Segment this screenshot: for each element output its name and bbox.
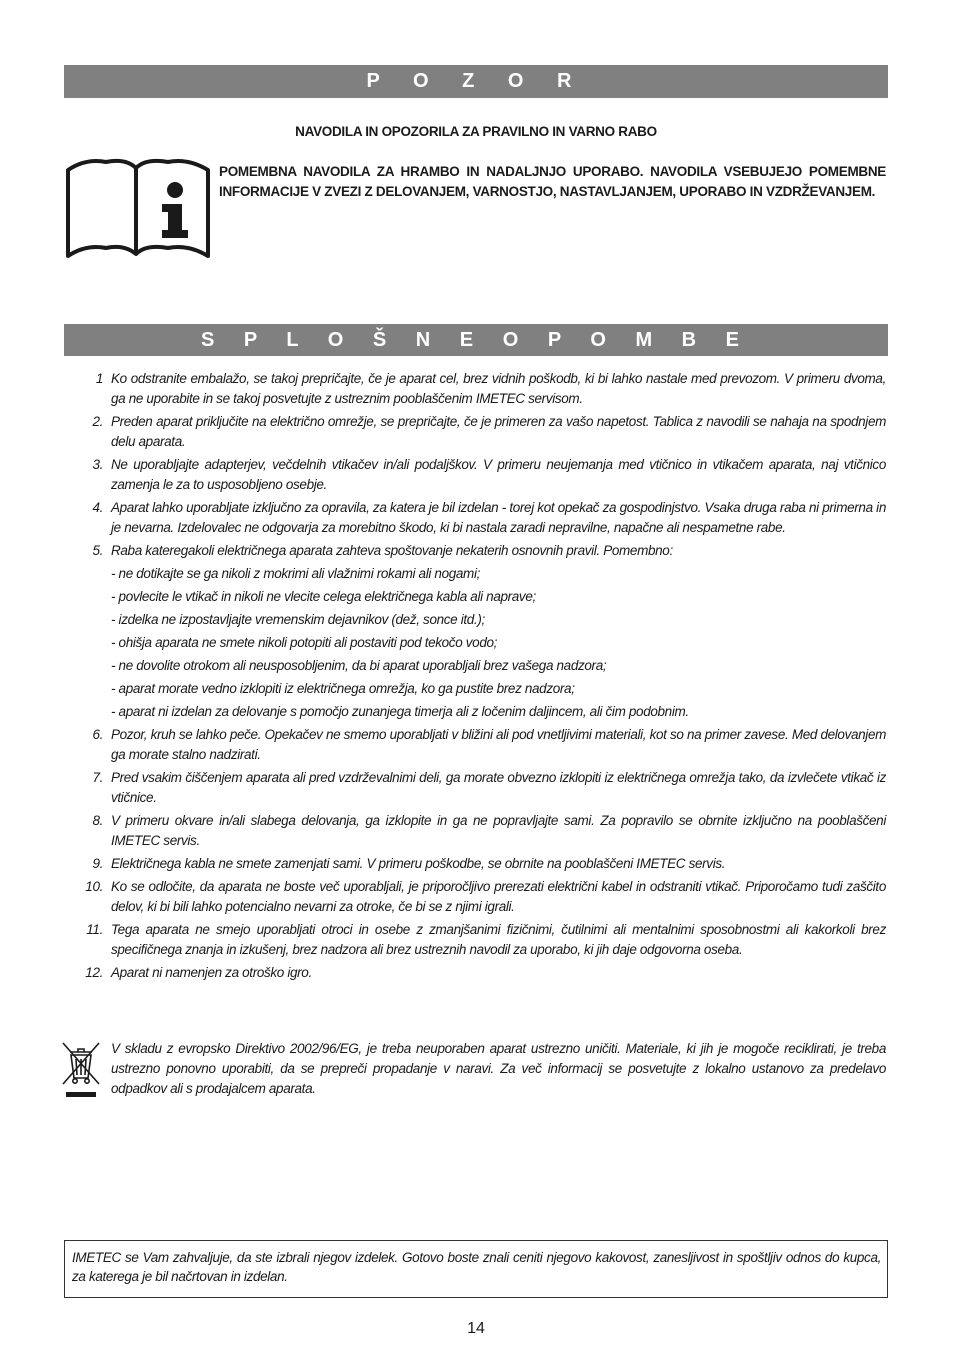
item-text: Ne uporabljajte adapterjev, večdelnih vtikačev in/ali podaljškov. V primeru neujemanja med vtičnico in vtikačem aparata, naj vtičnico zamenja le za to usposobljeno osebje. <box>111 457 886 492</box>
list-item <box>80 725 886 765</box>
page-number: 14 <box>467 1320 485 1337</box>
list-item <box>80 854 886 874</box>
item-number: 9. <box>92 856 103 871</box>
important-notice: POMEMBNA NAVODILA ZA HRAMBO IN NADALJNJO UPORABO. NAVODILA VSEBUJEJO POMEMBNE INFORMACIJE V ZVEZI Z DELOVANJEM, VARNOSTJO, NASTAVLJANJEM, UPORABO IN VZDRŽEVANJEM. <box>219 164 886 199</box>
list-item <box>80 455 886 495</box>
crossed-bin-icon <box>60 1040 102 1098</box>
item-text: Tega aparata ne smejo uporabljati otroci in osebe z zmanjšanimi fizičnimi, čutilnimi ali mentalnimi sposobnostmi ali kakorkoli brez specifičnega znanja in izkušenj, brez nadzora ali brez ustreznih navodil za uporabo, ki jih daje odgovorna oseba. <box>111 922 886 957</box>
list-item <box>80 498 886 538</box>
item-text: Električnega kabla ne smete zamenjati sami. V primeru poškodbe, se obrnite na pooblaščeni IMETEC servis. <box>111 856 726 871</box>
sub-item: - povlecite le vtikač in nikoli ne vlecite celega električnega kabla ali naprave; <box>111 589 536 604</box>
item-text: V primeru okvare in/ali slabega delovanja, ga izklopite in ga ne popravljajte sami. Za popravilo se obrnite izključno na pooblaščeni IMETEC servis. <box>111 813 886 848</box>
instructions-subtitle: NAVODILA IN OPOZORILA ZA PRAVILNO IN VARNO RABO <box>295 124 657 139</box>
item-number: 6. <box>92 727 103 742</box>
item-text: Aparat lahko uporabljate izključno za opravila, za katera je bil izdelan - torej kot opekač za gospodinjstvo. Vsaka druga raba ni primerna in je nevarna. Izdelovalec ne odgovarja za morebitno škodo, ki bi nastala zaradi nepravilne, napačne ali nespametne rabe. <box>111 500 886 535</box>
list-item <box>80 877 886 917</box>
list-item <box>80 920 886 960</box>
list-item <box>80 369 886 409</box>
weee-disposal-notice: V skladu z evropsko Direktivo 2002/96/EG, je treba neuporaben aparat ustrezno uničiti. Materiale, ki jih je mogoče reciklirati, je treba ustrezno ponovno uporabiti, da se prepreči propadanje v naravi. Za več informacij se posvetujte z lokalno ustanovo za predelavo odpadkov ali s prodajalcem aparata. <box>111 1041 886 1096</box>
item-number: 4. <box>92 500 103 515</box>
sub-item: - ne dotikajte se ga nikoli z mokrimi ali vlažnimi rokami ali nogami; <box>111 566 480 581</box>
item-number: 8. <box>92 813 103 828</box>
info-book-icon <box>64 154 212 262</box>
thank-you-box <box>64 1240 888 1298</box>
item-number: 10. <box>85 879 103 894</box>
list-item <box>80 768 886 808</box>
sub-item: - izdelka ne izpostavljajte vremenskim dejavnikov (dež, sonce itd.); <box>111 612 485 627</box>
general-notes-list <box>80 369 886 986</box>
list-item <box>80 541 886 561</box>
sub-item: - aparat ni izdelan za delovanje s pomočjo zunanjega timerja ali z ločenim daljincem, ali čim podobnim. <box>111 704 689 719</box>
item-number: 1 <box>95 371 103 386</box>
sub-item: - ohišja aparata ne smete nikoli potopiti ali postaviti pod tekočo vodo; <box>111 635 498 650</box>
list-item <box>80 412 886 452</box>
list-item <box>80 963 886 983</box>
item-number: 12. <box>85 965 103 980</box>
sub-item: - aparat morate vedno izklopiti iz električnega omrežja, ko ga pustite brez nadzora; <box>111 681 575 696</box>
item-text: Preden aparat priključite na električno omrežje, se prepričajte, če je primeren za vašo napetost. Tablica z navodili se nahaja na spodnjem delu aparata. <box>111 414 886 449</box>
item-number: 7. <box>92 770 103 785</box>
item-number: 2. <box>92 414 103 429</box>
sub-item: - ne dovolite otrokom ali neusposobljenim, da bi aparat uporabljali brez vašega nadzora; <box>111 658 607 673</box>
general-notes-heading: S P L O Š N E O P O M B E <box>64 324 888 356</box>
item-text: Ko se odločite, da aparata ne boste več uporabljali, je priporočljivo prerezati električni kabel in odstraniti vtikač. Priporočamo tudi zaščito delov, ki bi bili lahko potencialno nevarni za otroke, če bi se z njimi igrali. <box>111 879 886 914</box>
item-text: Aparat ni namenjen za otroško igro. <box>111 965 312 980</box>
item-text: Pred vsakim čiščenjem aparata ali pred vzdrževalnimi deli, ga morate obvezno izklopiti iz električnega omrežja tako, da izvlečete vtikač iz vtičnice. <box>111 770 886 805</box>
thank-you-text: IMETEC se Vam zahvaljuje, da ste izbrali njegov izdelek. Gotovo boste znali ceniti njegovo kakovost, zanesljivost in spoštljiv odnos do kupca, za katerega je bil načrtovan in izdelan. <box>72 1250 881 1284</box>
item-number: 5. <box>92 543 103 558</box>
item-text: Raba kateregakoli električnega aparata zahteva spoštovanje nekaterih osnovnih pravil. Pomembno: <box>111 543 673 558</box>
item-text: Ko odstranite embalažo, se takoj prepričajte, če je aparat cel, brez vidnih poškodb, ki bi lahko nastale med prevozom. V primeru dvoma, ga ne uporabite in se takoj posvetujte z ustreznim pooblaščenim IMETEC servisom. <box>111 371 886 406</box>
item-number: 3. <box>92 457 103 472</box>
item-number: 11. <box>86 922 103 937</box>
item-text: Pozor, kruh se lahko peče. Opekačev ne smemo uporabljati v bližini ali pod vnetljivimi materiali, kot so na primer zavese. Med delovanjem ga morate stalno nadzirati. <box>111 727 886 762</box>
list-item <box>80 811 886 851</box>
pozor-heading: P O Z O R <box>64 65 888 98</box>
